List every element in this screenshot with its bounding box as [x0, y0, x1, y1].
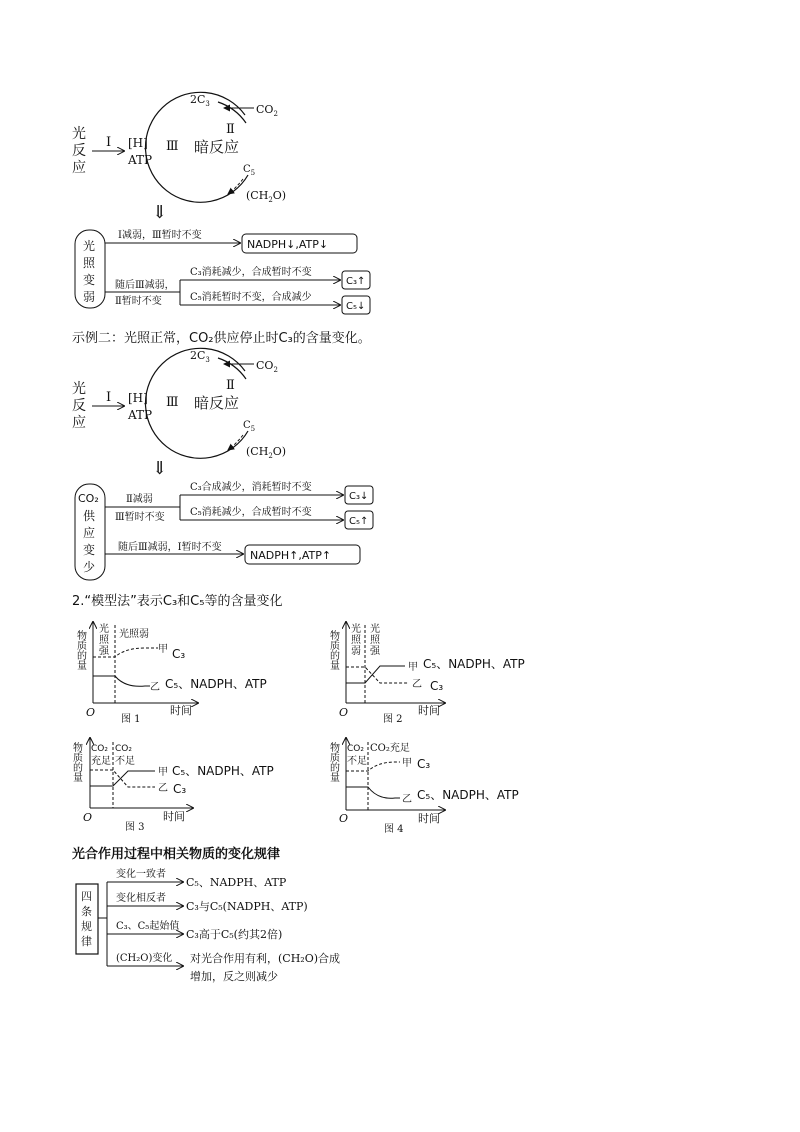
curve-yi	[93, 676, 150, 686]
ch2o-arrow	[228, 179, 243, 194]
zone-char: 强	[370, 646, 380, 657]
zone-char: 光	[370, 624, 380, 635]
c5-label: $C_5$	[243, 164, 256, 177]
dark-reaction-label: 暗反应	[194, 394, 240, 412]
light-reaction-char: 反	[72, 398, 86, 414]
x-axis-label: 时间	[418, 704, 440, 717]
rules-branch-label: 变化相反者	[116, 893, 166, 904]
result-top-label: NADPH↓,ATP↓	[247, 238, 329, 251]
zone-label: CO₂	[115, 744, 132, 754]
oval-char: 光	[83, 239, 96, 253]
y-axis-label: 物质的量	[327, 630, 339, 670]
graph-4	[328, 738, 519, 835]
zone-char: 照	[370, 635, 380, 646]
zone-label: 不足	[115, 756, 135, 767]
rules-result-label: C₅、NADPH、ATP	[186, 876, 287, 889]
yi-series-label: C₃	[173, 782, 187, 796]
rules-box-char: 规	[81, 920, 92, 933]
jia-label: 甲	[158, 644, 168, 655]
rules-result-label: 对光合作用有利，(CH₂O)合成	[190, 952, 341, 965]
mid-label: C₃消耗减少，合成暂时不变	[190, 267, 312, 278]
c5-label: $C_5$	[243, 420, 256, 433]
x-axis-label: 时间	[418, 812, 440, 825]
x-axis-label: 时间	[163, 810, 185, 823]
arrow-label-i: I	[106, 390, 112, 405]
light-reaction-char: 光	[72, 126, 86, 142]
origin-label: O	[86, 706, 96, 719]
oval-char: 照	[83, 256, 96, 270]
rules-box-char: 条	[81, 905, 92, 918]
oval-char: 变	[83, 543, 96, 557]
graph-3	[71, 738, 274, 833]
y-axis-label: 物质的量	[74, 630, 86, 670]
yi-series-label: C₅、NADPH、ATP	[165, 677, 267, 691]
mid-label: C₅消耗减少，合成暂时不变	[190, 507, 312, 518]
branch-left-label: Ⅱ暂时不变	[115, 296, 162, 307]
branch-left-label: 随后Ⅲ减弱，	[115, 280, 175, 291]
cycle-diagram-2	[72, 348, 286, 479]
x-axis-label: 时间	[170, 704, 192, 717]
jia-label: 甲	[402, 758, 412, 769]
c3-2-label: $2C_3$	[190, 93, 210, 108]
origin-label: O	[339, 812, 349, 825]
zone-char: 光	[99, 624, 109, 635]
zone-label: 充足	[91, 756, 111, 767]
down-arrow: ⇓	[152, 458, 168, 479]
light-reaction-char: 应	[72, 160, 86, 176]
oval-char: 少	[83, 560, 96, 574]
ii-label: Ⅱ	[226, 378, 235, 393]
model-heading: 2.“模型法”表示C₃和C₅等的含量变化	[72, 594, 283, 609]
light-reaction-char: 反	[72, 143, 86, 159]
cycle-arc	[218, 358, 246, 379]
zone-label: 不足	[347, 756, 367, 767]
branch-bottom-label: 随后Ⅲ减弱，Ⅰ暂时不变	[118, 542, 222, 553]
zone-label: 光照弱	[119, 629, 149, 640]
mid-label: C₅消耗暂时不变，合成减少	[190, 292, 312, 303]
cycle-arc	[218, 102, 246, 123]
down-arrow: ⇓	[152, 202, 168, 223]
result-label: C₃↑	[346, 276, 366, 287]
light-reaction-char: 应	[72, 415, 86, 431]
jia-series-label: C₃	[172, 647, 186, 661]
yi-series-label: C₃	[430, 679, 444, 693]
zone-char: 照	[99, 635, 109, 646]
co2-label: $CO_2$	[256, 359, 278, 374]
curve-jia	[90, 771, 155, 786]
oval-char: CO₂	[78, 492, 99, 505]
yi-series-label: C₅、NADPH、ATP	[417, 788, 519, 802]
branch-diagram-1	[75, 228, 370, 314]
oval-char: 变	[83, 273, 96, 287]
jia-label: 甲	[408, 662, 418, 673]
oval-char: 应	[83, 526, 96, 540]
oval-char: 供	[83, 509, 96, 523]
ii-label: Ⅱ	[226, 122, 235, 137]
branch-top-label: Ⅰ减弱，Ⅲ暂时不变	[118, 230, 202, 241]
atp-label: ATP	[128, 153, 153, 167]
zone-char: 光	[351, 624, 361, 635]
jia-series-label: C₅、NADPH、ATP	[172, 764, 274, 778]
origin-label: O	[339, 706, 349, 719]
rules-branch-label: C₃、C₅起始值	[116, 921, 180, 932]
atp-label: ATP	[128, 408, 153, 422]
ch2o-arrow	[228, 435, 243, 450]
graph-2	[328, 622, 525, 725]
mid-label: C₃合成减少，消耗暂时不变	[190, 482, 312, 493]
result-bottom-label: NADPH↑,ATP↑	[250, 549, 332, 562]
yi-label: 乙	[412, 679, 422, 690]
ch2o-label: $(CH_2O)$	[246, 189, 287, 204]
graph-1	[75, 622, 267, 725]
y-axis-label: 物质的量	[70, 742, 82, 782]
jia-series-label: C₃	[417, 757, 431, 771]
result-label: C₃↓	[349, 491, 369, 502]
zone-char: 照	[351, 635, 361, 646]
curve-jia	[346, 666, 405, 683]
rules-branch-label: (CH₂O)变化	[116, 953, 173, 964]
y-axis-label: 物质的量	[327, 742, 339, 782]
h-label: [H]	[128, 391, 148, 405]
arrow-label-i: I	[106, 135, 112, 150]
graph-caption: 图 1	[121, 714, 141, 725]
origin-label: O	[83, 811, 93, 824]
rules-result-label: C₃高于C₅(约其2倍)	[186, 928, 283, 941]
zone-char: 弱	[351, 646, 361, 657]
result-label: C₅↑	[349, 516, 369, 527]
rules-result-label: C₃与C₅(NADPH、ATP)	[186, 900, 308, 913]
ch2o-label: $(CH_2O)$	[246, 445, 287, 460]
yi-label: 乙	[402, 794, 412, 805]
zone-label: CO₂	[347, 744, 364, 754]
oval-char: 弱	[83, 290, 96, 304]
example2-heading: 示例二：光照正常，CO₂供应停止时C₃的含量变化。	[72, 331, 371, 346]
zone-char: 强	[99, 646, 109, 657]
curve-yi	[346, 787, 400, 798]
rules-branch-label: 变化一致者	[116, 869, 166, 880]
result-label: C₅↓	[346, 301, 366, 312]
jia-series-label: C₅、NADPH、ATP	[423, 657, 525, 671]
cycle-diagram-1	[72, 92, 286, 223]
zone-label: CO₂	[91, 744, 108, 754]
h-label: [H]	[128, 136, 148, 150]
curve-yi	[90, 770, 155, 787]
branch-top-label: Ⅱ减弱	[126, 494, 153, 505]
jia-label: 甲	[158, 767, 168, 778]
dark-reaction-label: 暗反应	[194, 138, 240, 156]
rules-box-char: 四	[81, 890, 92, 903]
zone-label: CO₂充足	[370, 743, 410, 754]
branch-top-label: Ⅲ暂时不变	[115, 512, 165, 523]
graph-caption: 图 3	[125, 822, 145, 833]
yi-label: 乙	[158, 783, 168, 794]
rules-result-label: 增加，反之则减少	[190, 970, 278, 983]
rules-diagram	[76, 867, 340, 983]
c3-2-label: $2C_3$	[190, 349, 210, 364]
rules-box-char: 律	[81, 935, 92, 948]
light-reaction-char: 光	[72, 381, 86, 397]
graph-caption: 图 2	[383, 714, 403, 725]
co2-label: $CO_2$	[256, 103, 278, 118]
iii-label: Ⅲ	[166, 395, 179, 410]
rules-heading: 光合作用过程中相关物质的变化规律	[72, 847, 281, 862]
iii-label: Ⅲ	[166, 139, 179, 154]
graph-caption: 图 4	[384, 824, 404, 835]
branch-diagram-2	[75, 480, 373, 580]
yi-label: 乙	[150, 682, 160, 693]
